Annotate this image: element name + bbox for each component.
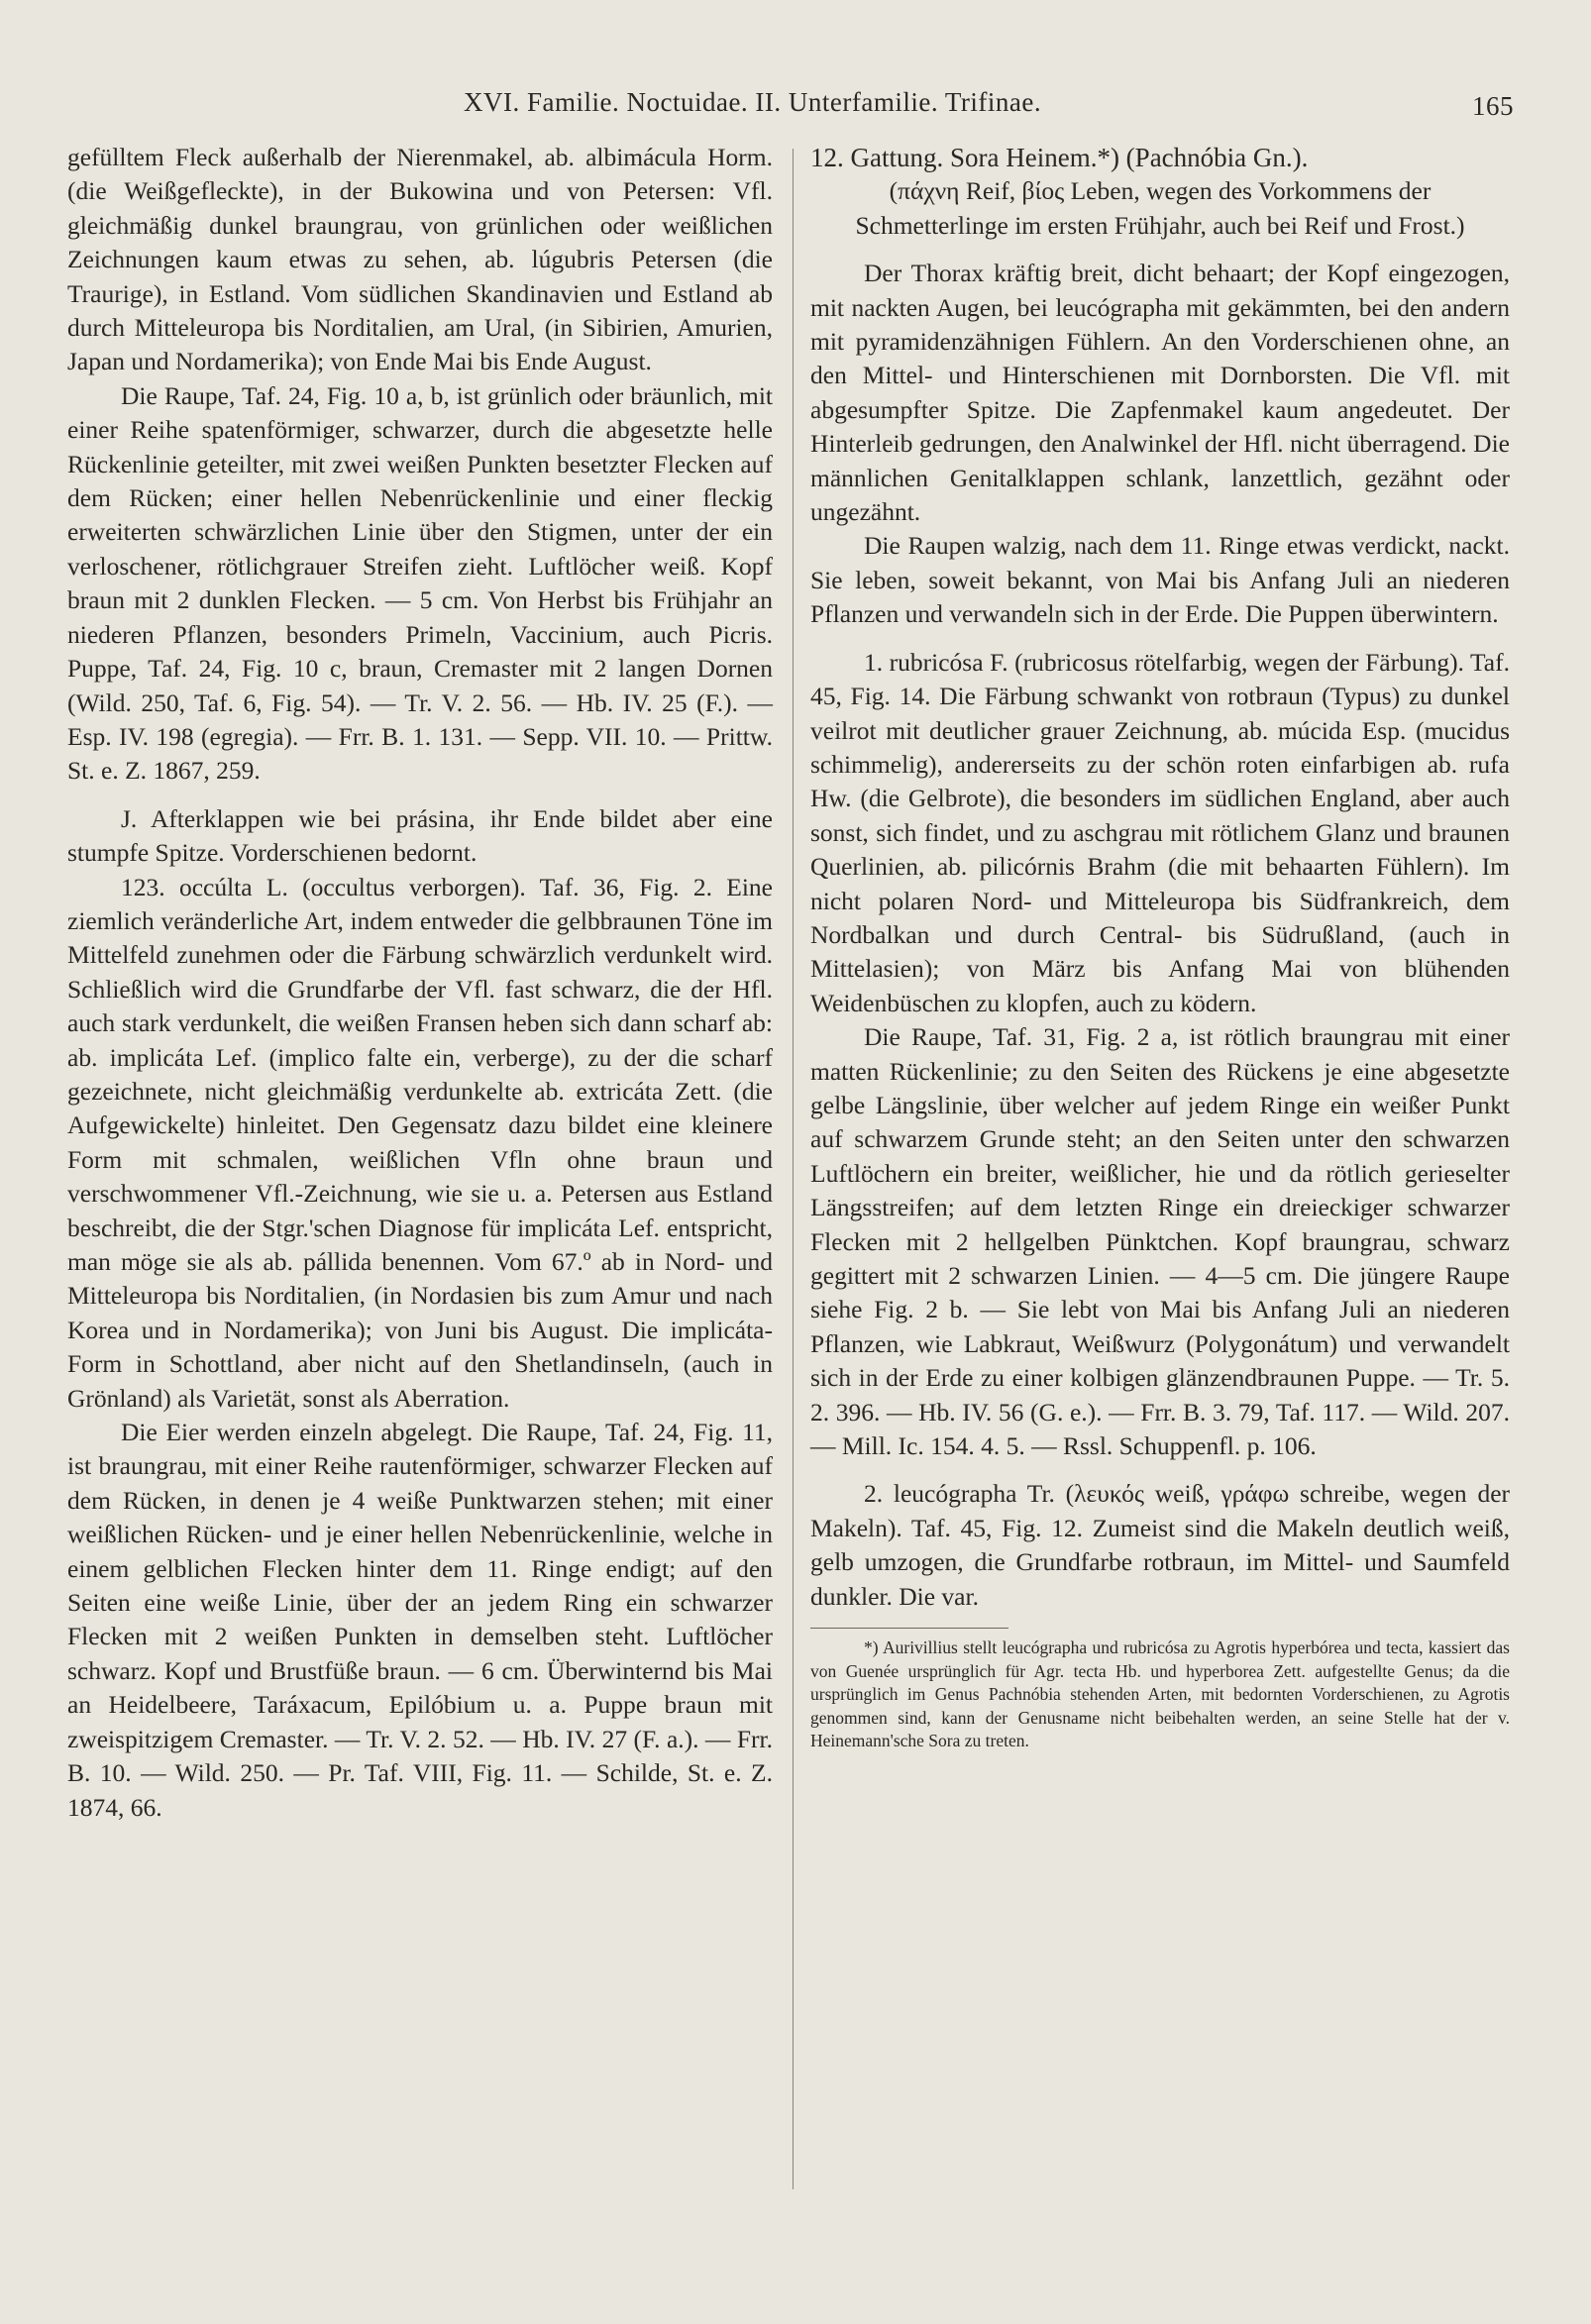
right-paragraph-1: Der Thorax kräftig breit, dicht behaart; der Kopf eingezogen, mit nackten Augen, bei leucógrapha mit gekämmten, bei den andern mit pyramidenzähnigen Fühlern. An den Vorderschienen ohne, an den Mittel- und Hinterschienen mit Dornborsten. Die Vfl. mit abgesumpfter Spitze. Die Zapfenmakel kaum angedeutet. Der Hinterleib gedrungen, den Analwinkel der Hfl. nicht überragend. Die männlichen Genitalklappen schlank, lanzettlich, gezähnt oder ungezähnt. (810, 259, 1510, 527)
left-paragraph-5: Die Eier werden einzeln abgelegt. Die Raupe, Taf. 24, Fig. 11, ist braungrau, mit einer Reihe rautenförmiger, schwarzer Flecken auf dem Rücken, in denen je 4 weiße Punktwarzen stehen; mit einer weißlichen Rücken- und je einer hellen Nebenrückenlinie, welche in einem gelblichen Flecken hinter dem 11. Ringe endigt; auf den Seiten eine weiße Linie, über der an jedem Ring ein schwarzer Flecken mit 2 weißen Punkten in demselben steht. Luftlöcher schwarz. Kopf und Brustfüße braun. — 6 cm. Überwinternd bis Mai an Heidelbeere, Taráxacum, Epilóbium u. a. Puppe braun mit zweispitzigem Cremaster. — Tr. V. 2. 52. — Hb. IV. 27 (F. a.). — Frr. B. 10. — Wild. 250. — Pr. Taf. VIII, Fig. 11. — Schilde, St. e. Z. 1874, 66. (67, 1418, 773, 1822)
left-paragraph-3: J. Afterklappen wie bei prásina, ihr Ende bildet aber eine stumpfe Spitze. Vorderschienen bedornt. (67, 803, 773, 868)
footnote-rule (810, 1628, 1008, 1629)
genus-heading: 12. Gattung. Sora Heinem.*) (Pachnóbia Gn.). (810, 143, 1309, 172)
left-paragraph-1: gefülltem Fleck außerhalb der Nierenmakel, ab. albimácula Horm. (die Weißgefleckte), in der Bukowina und von Petersen: Vfl. gleichmäßig dunkel braungrau, von grünlichen oder weißlichen Zeichnungen kaum etwas zu sehen, ab. lúgubris Petersen (die Traurige), in Estland. Vom südlichen Skandinavien und Estland ab durch Mitteleuropa bis Norditalien, am Ural, (in Sibirien, Amurien, Japan und Nordamerika); von Ende Mai bis Ende August. (67, 143, 773, 376)
column-divider (793, 149, 794, 2189)
right-paragraph-3: 1. rubricósa F. (rubricosus rötelfarbig, wegen der Färbung). Taf. 45, Fig. 14. Die Färbung schwankt von rotbraun (Typus) zu dunkel veilrot mit deutlicher grauer Zeichnung, ab. múcida Esp. (mucidus schimmelig), andererseits zu der schön roten einfarbigen ab. rufa Hw. (die Gelbrote), die besonders im südlichen England, aber auch sonst, sich findet, und zu aschgrau mit rötlichem Glanz und braunen Querlinien, ab. pilicórnis Brahm (die mit behaarten Fühlern). Im nicht polaren Nord- und Mitteleuropa bis Südfrankreich, dem Nordbalkan und durch Central- bis Südrußland, (auch in Mittelasien); von März bis Anfang Mai von blühenden Weidenbüschen zu klopfen, auch zu ködern. (810, 647, 1510, 1017)
right-paragraph-5: 2. leucógrapha Tr. (λευκός weiß, γράφω schreibe, wegen der Makeln). Taf. 45, Fig. 12. Zumeist sind die Makeln deutlich weiß, gelb umzogen, die Grundfarbe rotbraun, im Mittel- und Saumfeld dunkler. Die var. (810, 1479, 1510, 1611)
genus-etymology: (πάχνη Reif, βίος Leben, wegen des Vorkommens der Schmetterlinge im ersten Frühjahr, auch bei Reif und Frost.) (855, 176, 1465, 240)
left-column (67, 141, 773, 1825)
header-title: XVI. Familie. Noctuidae. II. Unterfamilie. Trifinae. (464, 87, 1042, 117)
right-column (810, 141, 1510, 1753)
running-header (464, 87, 1514, 127)
right-paragraph-2: Die Raupen walzig, nach dem 11. Ringe etwas verdickt, nackt. Sie leben, soweit bekannt, von Mai bis Anfang Juli an niederen Pflanzen und verwandeln sich in der Erde. Die Puppen überwintern. (810, 531, 1510, 629)
left-paragraph-4: 123. occúlta L. (occultus verborgen). Taf. 36, Fig. 2. Eine ziemlich veränderliche Art, indem entweder die gelbbraunen Töne im Mittelfeld zunehmen oder die Färbung schwärzlich verdunkelt wird. Schließlich wird die Grundfarbe der Vfl. fast schwarz, die der Hfl. auch stark verdunkelt, die weißen Fransen heben sich dann scharf ab: ab. implicáta Lef. (implico falte ein, verberge), zu der die scharf gezeichnete, nicht gleichmäßig verdunkelte ab. extricáta Zett. (die Aufgewickelte) hinleitet. Den Gegensatz dazu bildet eine kleinere Form mit schmalen, weißlichen Vfln ohne braun und verschwommener Vfl.-Zeichnung, wie sie u. a. Petersen aus Estland beschreibt, die der Stgr.'schen Diagnose für implicáta Lef. entspricht, man möge sie als ab. pállida benennen. Vom 67.º ab in Nord- und Mitteleuropa bis Norditalien, (in Nordasien bis zum Amur und nach Korea und in Nordamerika); von Juni bis August. Die implicáta-Form in Schottland, aber nicht auf den Shetlandinseln, (auch in Grönland) als Varietät, sonst als Aberration. (67, 872, 773, 1413)
page-number: 165 (1472, 91, 1514, 121)
left-paragraph-2: Die Raupe, Taf. 24, Fig. 10 a, b, ist grünlich oder bräunlich, mit einer Reihe spatenförmiger, schwarzer, durch die abgesetzte helle Rückenlinie geteilter, mit zwei weißen Punkten besetzter Flecken auf dem Rücken; einer hellen Nebenrückenlinie und einer fleckig erweiterten schwärzlichen Linie über den Stigmen, unter der ein verloschener, rötlichgrauer Streifen zieht. Luftlöcher weiß. Kopf braun mit 2 dunklen Flecken. — 5 cm. Von Herbst bis Frühjahr an niederen Pflanzen, besonders Primeln, Vaccinium, auch Picris. Puppe, Taf. 24, Fig. 10 c, braun, Cremaster mit 2 langen Dornen (Wild. 250, Taf. 6, Fig. 54). — Tr. V. 2. 56. — Hb. IV. 25 (F.). — Esp. IV. 198 (egregia). — Frr. B. 1. 131. — Sepp. VII. 10. — Prittw. St. e. Z. 1867, 259. (67, 380, 773, 786)
footnote: *) Aurivillius stellt leucógrapha und rubricósa zu Agrotis hyperbórea und tecta, kassiert das von Guenée ursprünglich für Agr. tecta Hb. und hyperborea Zett. aufgestellte Genus; da die ursprünglich im Genus Pachnóbia stehenden Arten, mit bedornten Vorderschienen, zu Agrotis genommen sind, kann der Genusname nicht beibehalten werden, an seine Stelle hat der v. Heinemann'sche Sora zu treten. (810, 1637, 1510, 1751)
right-paragraph-4: Die Raupe, Taf. 31, Fig. 2 a, ist rötlich braungrau mit einer matten Rückenlinie; zu den Seiten des Rückens je eine abgesetzte gelbe Längslinie, über welcher auf jedem Ringe ein weißer Punkt auf schwarzem Grunde steht; an den Seiten unter den schwarzen Luftlöchern ein breiter, weißlicher, hie und da rötlich gerieselter Längsstreifen; auf dem letzten Ringe ein dreieckiger schwarzer Flecken mit 2 hellgelben Pünktchen. Kopf braungrau, schwarz gegittert mit 2 schwarzen Linien. — 4—5 cm. Die jüngere Raupe siehe Fig. 2 b. — Sie lebt von Mai bis Anfang Juli an niederen Pflanzen, wie Labkraut, Weißwurz (Polygonátum) und verwandelt sich in der Erde zu einer kolbigen glänzendbraunen Puppe. — Tr. 5. 2. 396. — Hb. IV. 56 (G. e.). — Frr. B. 3. 79, Taf. 117. — Wild. 207. — Mill. Ic. 154. 4. 5. — Rssl. Schuppenfl. p. 106. (810, 1022, 1510, 1461)
